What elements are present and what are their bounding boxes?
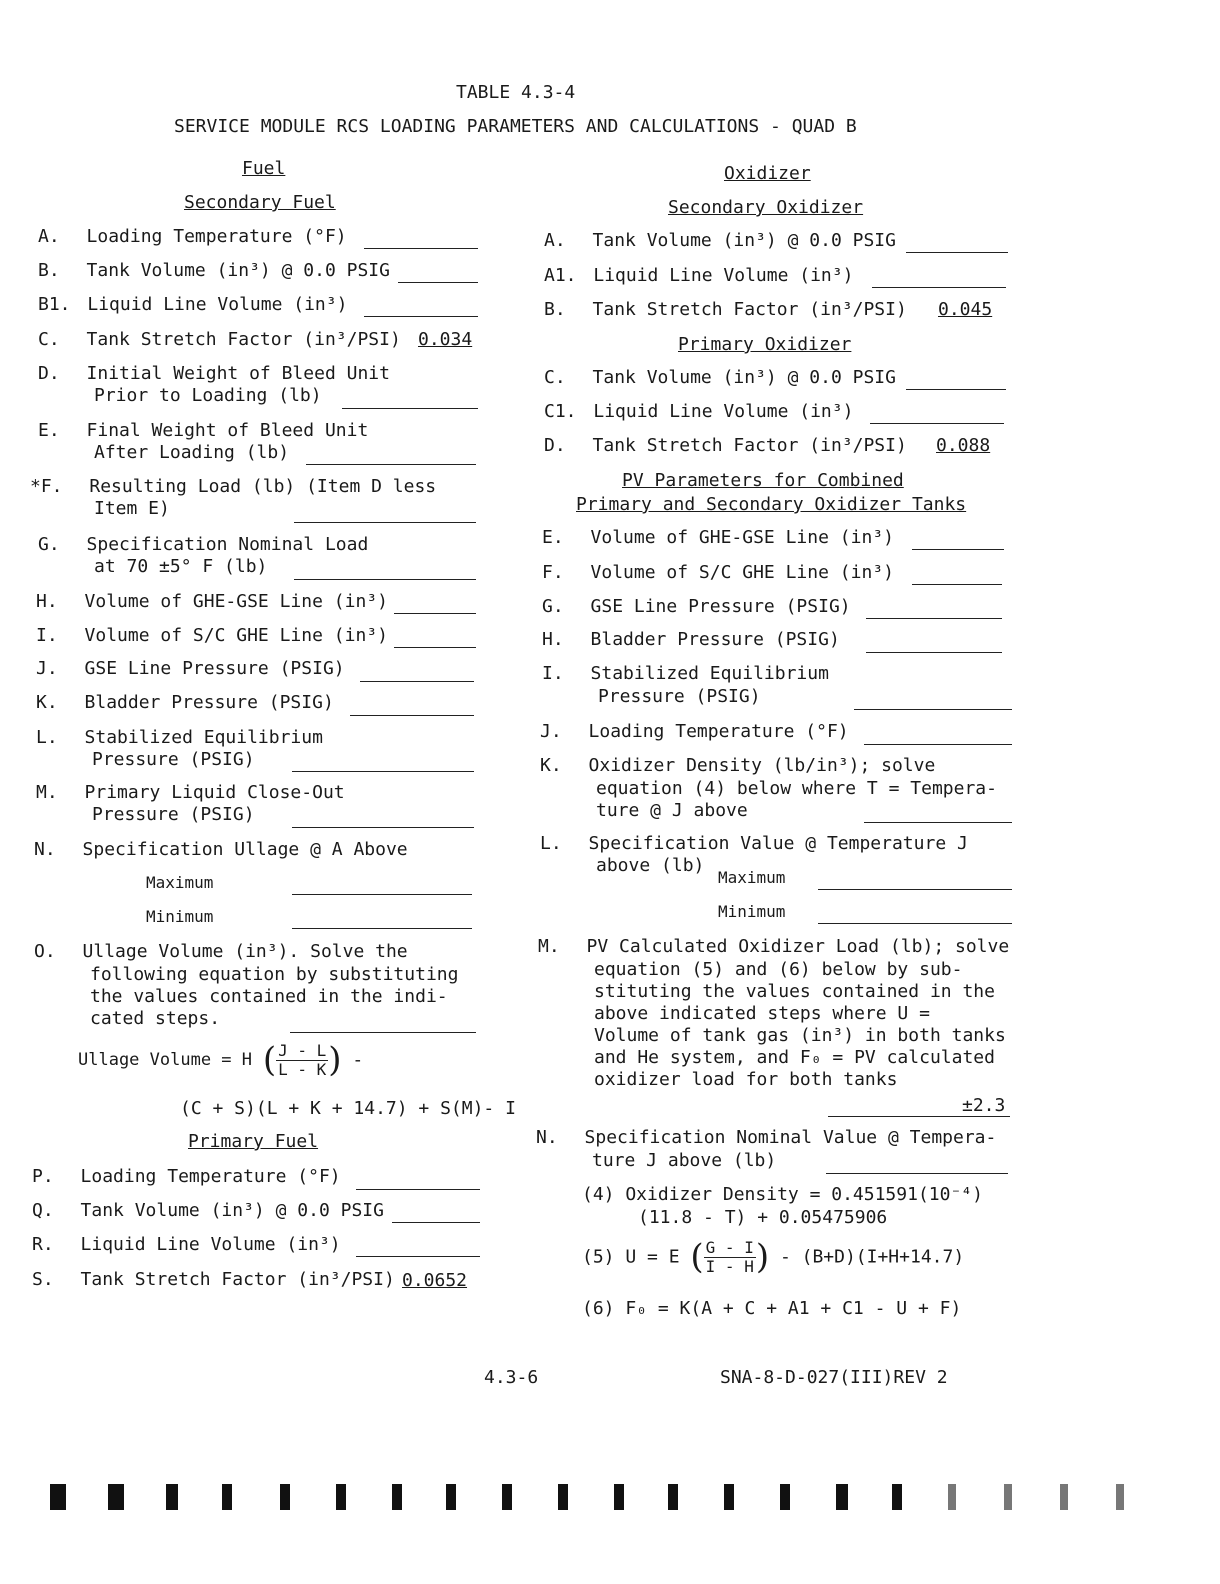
fuel-item-a: A. Loading Temperature (°F) xyxy=(38,226,347,247)
ox-l-minimum-label: Minimum xyxy=(718,902,786,921)
binding-mark xyxy=(392,1484,402,1510)
ullage-formula-line2: (C + S)(L + K + 14.7) + S(M)- I xyxy=(180,1098,516,1119)
primary-oxidizer-heading: Primary Oxidizer xyxy=(678,334,852,355)
binding-mark xyxy=(836,1484,848,1510)
fuel-item-i: I. Volume of S/C GHE Line (in³) xyxy=(36,625,388,646)
fuel-item-r: R. Liquid Line Volume (in³) xyxy=(32,1234,341,1255)
table-number: TABLE 4.3-4 xyxy=(456,82,576,103)
fuel-p-blank[interactable] xyxy=(356,1189,480,1190)
fuel-g-blank[interactable] xyxy=(294,579,476,580)
ox-e-blank[interactable] xyxy=(912,549,1004,550)
binding-mark xyxy=(1116,1484,1124,1510)
binding-mark xyxy=(780,1484,790,1510)
fuel-n-maximum-label: Maximum xyxy=(146,873,214,892)
fuel-i-blank[interactable] xyxy=(394,647,476,648)
binding-mark xyxy=(446,1484,456,1510)
binding-mark xyxy=(166,1484,178,1510)
fuel-m-blank[interactable] xyxy=(292,827,474,828)
equation-4-line2: (11.8 - T) + 0.05475906 xyxy=(638,1207,888,1228)
ox-b-value: 0.045 xyxy=(938,299,993,320)
ox-l-maximum-label: Maximum xyxy=(718,868,786,887)
equation-4-line1: (4) Oxidizer Density = 0.451591(10⁻⁴) xyxy=(582,1184,983,1205)
ox-item-k: K. Oxidizer Density (lb/in³); solve xyxy=(540,755,936,776)
fuel-item-p: P. Loading Temperature (°F) xyxy=(32,1166,341,1187)
ox-item-i: I. Stabilized Equilibrium xyxy=(542,663,829,684)
fuel-item-m-line2: Pressure (PSIG) xyxy=(92,804,255,825)
page-number: 4.3-6 xyxy=(484,1367,539,1388)
fuel-item-e: E. Final Weight of Bleed Unit xyxy=(38,420,369,441)
binding-mark xyxy=(948,1484,956,1510)
fuel-item-o: O. Ullage Volume (in³). Solve the xyxy=(34,941,408,962)
fuel-n-maximum-blank[interactable] xyxy=(292,894,472,895)
ox-c-blank[interactable] xyxy=(906,389,1006,390)
binding-mark xyxy=(502,1484,512,1510)
secondary-oxidizer-heading: Secondary Oxidizer xyxy=(668,197,864,218)
fuel-e-blank[interactable] xyxy=(306,464,476,465)
table-title: SERVICE MODULE RCS LOADING PARAMETERS AND CALCULATIONS - QUAD B xyxy=(174,116,857,137)
fuel-q-blank[interactable] xyxy=(392,1222,480,1223)
ox-i-blank[interactable] xyxy=(854,709,1012,710)
ox-m-blank[interactable] xyxy=(828,1116,1010,1117)
fuel-a-blank[interactable] xyxy=(364,248,478,249)
ox-item-a1: A1. Liquid Line Volume (in³) xyxy=(544,265,854,286)
binding-mark xyxy=(724,1484,734,1510)
document-id: SNA-8-D-027(III)REV 2 xyxy=(720,1367,948,1388)
ox-item-m: M. PV Calculated Oxidizer Load (lb); solve xyxy=(538,936,1010,957)
fuel-item-f-line2: Item E) xyxy=(94,498,170,519)
binding-mark xyxy=(222,1484,232,1510)
ox-item-a: A. Tank Volume (in³) @ 0.0 PSIG xyxy=(544,230,896,251)
fuel-s-value: 0.0652 xyxy=(402,1270,468,1291)
ox-d-value: 0.088 xyxy=(936,435,991,456)
fuel-item-g-line2: at 70 ±5° F (lb) xyxy=(94,556,268,577)
fuel-f-blank[interactable] xyxy=(294,522,476,523)
binding-mark xyxy=(614,1484,624,1510)
fuel-item-d-line2: Prior to Loading (lb) xyxy=(94,385,322,406)
fuel-r-blank[interactable] xyxy=(356,1256,480,1257)
binding-mark xyxy=(1004,1484,1012,1510)
fuel-item-k: K. Bladder Pressure (PSIG) xyxy=(36,692,334,713)
ox-item-j: J. Loading Temperature (°F) xyxy=(540,721,849,742)
fuel-k-blank[interactable] xyxy=(350,715,474,716)
fuel-b-blank[interactable] xyxy=(398,282,478,283)
ox-item-l-line2: above (lb) xyxy=(596,855,705,876)
fuel-o-blank[interactable] xyxy=(290,1032,476,1033)
fuel-l-blank[interactable] xyxy=(292,771,474,772)
oxidizer-heading: Oxidizer xyxy=(724,163,811,184)
fuel-item-e-line2: After Loading (lb) xyxy=(94,442,290,463)
fuel-item-j: J. GSE Line Pressure (PSIG) xyxy=(36,658,345,679)
ox-m-tolerance: ±2.3 xyxy=(962,1095,1006,1116)
fuel-item-d: D. Initial Weight of Bleed Unit xyxy=(38,363,390,384)
ox-g-blank[interactable] xyxy=(866,618,1002,619)
ox-item-c1: C1. Liquid Line Volume (in³) xyxy=(544,401,854,422)
ullage-fraction: $\frac{J - L}{L - K}$ xyxy=(278,1040,327,1079)
fuel-item-s: S. Tank Stretch Factor (in³/PSI) xyxy=(32,1269,395,1290)
ox-a-blank[interactable] xyxy=(906,252,1008,253)
binding-mark xyxy=(1060,1484,1068,1510)
secondary-fuel-heading: Secondary Fuel xyxy=(184,192,336,213)
binding-mark xyxy=(668,1484,678,1510)
fuel-item-q: Q. Tank Volume (in³) @ 0.0 PSIG xyxy=(32,1200,384,1221)
fuel-item-m: M. Primary Liquid Close-Out xyxy=(36,782,345,803)
ox-h-blank[interactable] xyxy=(866,652,1002,653)
fuel-d-blank[interactable] xyxy=(342,408,478,409)
fuel-item-c: C. Tank Stretch Factor (in³/PSI) xyxy=(38,329,401,350)
fuel-heading: Fuel xyxy=(242,158,286,179)
ox-n-blank[interactable] xyxy=(826,1173,1008,1174)
ox-j-blank[interactable] xyxy=(864,744,1012,745)
ox-item-d: D. Tank Stretch Factor (in³/PSI) xyxy=(544,435,907,456)
ox-l-maximum-blank[interactable] xyxy=(818,889,1012,890)
binding-mark xyxy=(892,1484,902,1510)
ox-item-b: B. Tank Stretch Factor (in³/PSI) xyxy=(544,299,907,320)
fuel-n-minimum-blank[interactable] xyxy=(292,928,472,929)
ox-f-blank[interactable] xyxy=(912,584,1002,585)
primary-fuel-heading: Primary Fuel xyxy=(188,1131,319,1152)
fuel-item-g: G. Specification Nominal Load xyxy=(38,534,369,555)
ox-a1-blank[interactable] xyxy=(872,287,1006,288)
binding-mark xyxy=(108,1484,124,1510)
ox-item-c: C. Tank Volume (in³) @ 0.0 PSIG xyxy=(544,367,896,388)
ox-l-minimum-blank[interactable] xyxy=(818,923,1012,924)
binding-mark xyxy=(280,1484,290,1510)
binding-mark xyxy=(336,1484,346,1510)
pv-heading-line1: PV Parameters for Combined xyxy=(622,470,904,491)
fuel-item-l: L. Stabilized Equilibrium xyxy=(36,727,323,748)
fuel-item-n: N. Specification Ullage @ A Above xyxy=(34,839,408,860)
equation-6: (6) F₀ = K(A + C + A1 + C1 - U + F) xyxy=(582,1298,962,1319)
ox-k-blank[interactable] xyxy=(864,822,1012,823)
fuel-n-minimum-label: Minimum xyxy=(146,907,214,926)
fuel-b1-blank[interactable] xyxy=(364,316,478,317)
fuel-item-h: H. Volume of GHE-GSE Line (in³) xyxy=(36,591,388,612)
ox-item-g: G. GSE Line Pressure (PSIG) xyxy=(542,596,851,617)
ox-item-k-body: equation (4) below where T = Tempera- ture @ J above xyxy=(596,778,997,821)
ox-item-l: L. Specification Value @ Temperature J xyxy=(540,833,968,854)
ox-item-n-line2: ture J above (lb) xyxy=(592,1150,777,1171)
ox-c1-blank[interactable] xyxy=(870,423,1004,424)
fuel-item-b1: B1. Liquid Line Volume (in³) xyxy=(38,294,348,315)
fuel-item-o-body: following equation by substituting the values contained in the indi- cated steps. xyxy=(90,964,459,1029)
fuel-item-l-line2: Pressure (PSIG) xyxy=(92,749,255,770)
binding-mark xyxy=(558,1484,568,1510)
ox-item-i-line2: Pressure (PSIG) xyxy=(598,686,761,707)
ox-item-e: E. Volume of GHE-GSE Line (in³) xyxy=(542,527,894,548)
ox-item-h: H. Bladder Pressure (PSIG) xyxy=(542,629,840,650)
ox-item-n: N. Specification Nominal Value @ Tempera- xyxy=(536,1127,997,1148)
equation-5-fraction: $\frac{G - I}{I - H}$ xyxy=(705,1237,754,1276)
fuel-item-b: B. Tank Volume (in³) @ 0.0 PSIG xyxy=(38,260,390,281)
ox-item-m-body: equation (5) and (6) below by sub- stituting the values contained in the above indicated steps where U = Volume of tank gas (in³) in both tanks and He system, and F₀ = PV calculated oxidizer load for both tanks xyxy=(594,959,1006,1090)
fuel-j-blank[interactable] xyxy=(360,681,474,682)
ox-item-f: F. Volume of S/C GHE Line (in³) xyxy=(542,562,894,583)
fuel-item-f: *F. Resulting Load (lb) (Item D less xyxy=(30,476,437,497)
binding-mark xyxy=(50,1484,66,1510)
fuel-h-blank[interactable] xyxy=(394,613,476,614)
pv-heading-line2: Primary and Secondary Oxidizer Tanks xyxy=(576,494,967,515)
fuel-c-value: 0.034 xyxy=(418,329,473,350)
equation-5: (5) U = E ( $\frac{G - I}{I - H}$ ) - (B+D)(I+H+14.7) xyxy=(582,1237,965,1277)
ullage-formula: Ullage Volume = H ( $\frac{J - L}{L - K}$ ) - xyxy=(78,1040,364,1080)
